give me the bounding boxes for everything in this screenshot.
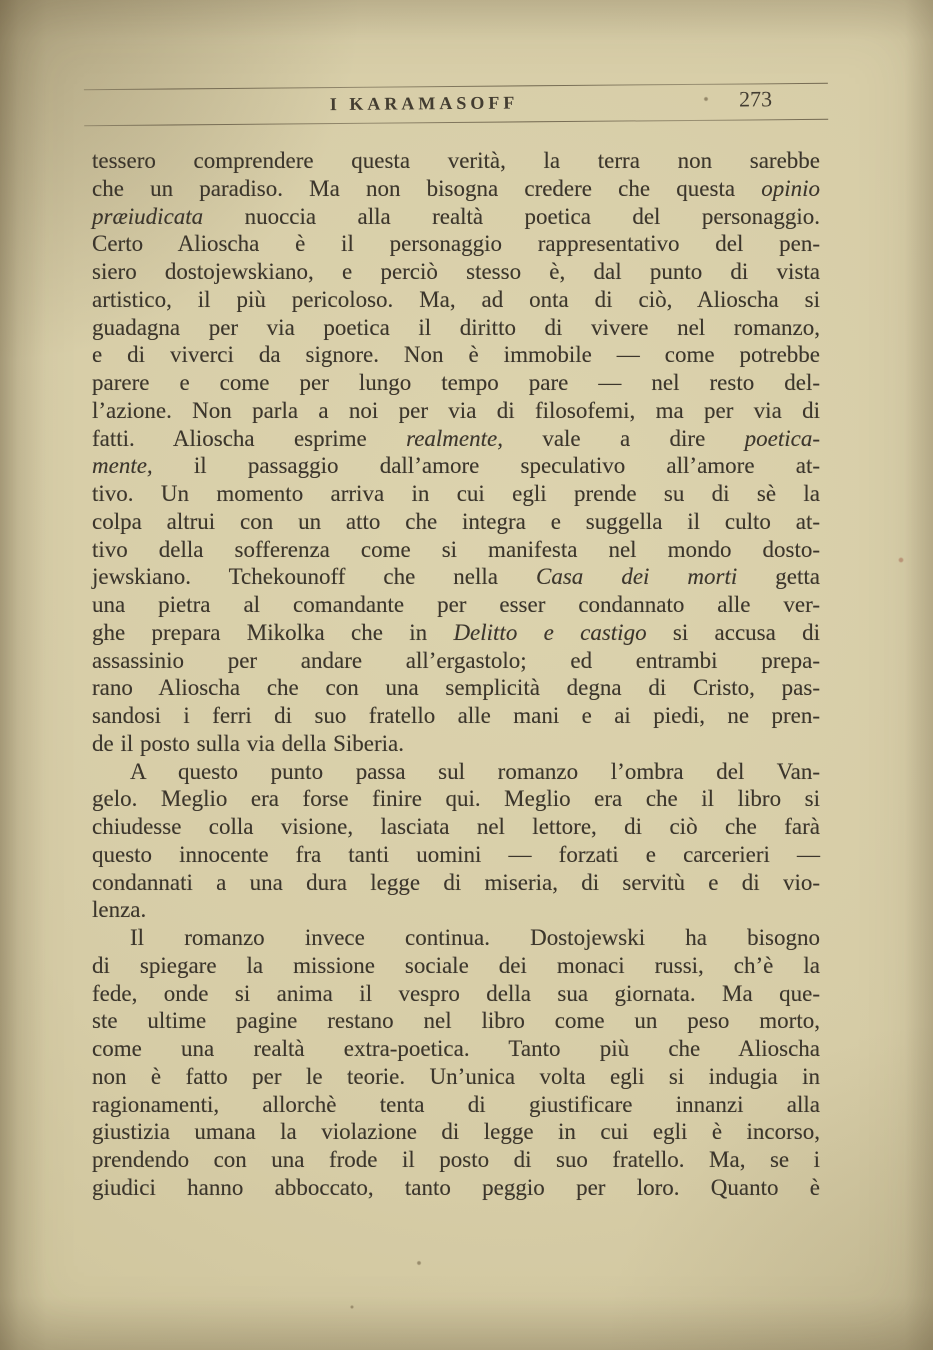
text-segment: fede, onde si anima il vespro della sua giornata. Ma que- [92,980,820,1006]
page-number: 273 [738,86,773,112]
text-segment: siero dostojewskiano, e perciò stesso è, dal punto di vista [92,259,820,284]
italic-text-segment: Delitto e castigo [453,619,647,645]
text-line [92,258,820,286]
text-line [92,869,820,897]
text-segment: colpa altrui con un atto che integra e suggella il culto at- [92,508,820,534]
text-line [92,730,820,758]
text-segment: sandosi i ferri di suo fratello alle mani e ai piedi, ne pren- [92,703,820,728]
text-line [92,813,820,841]
text-line [92,785,820,813]
text-line [92,397,820,425]
text-segment: assassinio per andare all’ergastolo; ed entrambi prepa- [92,647,820,673]
text-line [92,452,820,480]
text-segment: getta [737,564,820,590]
italic-text-segment: præiudicata [92,203,204,229]
text-line [92,314,820,342]
text-line [92,480,820,508]
text-segment: il passaggio dall’amore speculativo all’amore at- [152,453,820,479]
text-segment: come una realtà extra-poetica. Tanto più che Alioscha [92,1036,820,1061]
text-segment: Certo Alioscha è il personaggio rappresentativo del pen- [92,231,820,257]
text-line [92,175,820,203]
text-segment: giudici hanno abboccato, tanto peggio per loro. Quanto è [92,1174,820,1200]
header-rule-bottom [84,119,828,126]
text-segment: gelo. Meglio era forse finire qui. Meglio era che il libro si [92,786,820,812]
text-line [92,425,820,453]
text-segment: ghe prepara Mikolka che in [92,619,454,645]
text-line [92,702,820,730]
running-title: I KARAMASOFF [329,92,519,115]
text-line [92,924,820,952]
text-segment: artistico, il più pericoloso. Ma, ad onta di ciò, Alioscha si [92,286,820,312]
page-body [92,147,820,1202]
text-line [92,1007,820,1035]
text-segment: condannati a una dura legge di miseria, di servitù e di vio- [92,869,820,895]
text-line [92,1174,820,1202]
text-line [92,896,820,924]
text-segment: si accusa di [646,619,821,645]
text-line [92,619,820,647]
text-line [92,1146,820,1174]
text-line [92,230,820,258]
text-segment: ragionamenti, allorchè tenta di giustificare innanzi alla [92,1091,820,1117]
text-line [92,203,820,231]
text-line [92,1063,820,1091]
italic-text-segment: poetica- [744,425,820,451]
italic-text-segment: realmente, [406,425,503,451]
text-line [92,508,820,536]
text-segment: prendendo con una frode il posto di suo fratello. Ma, se i [92,1147,820,1172]
text-line [92,286,820,314]
text-segment: tessero comprendere questa verità, la terra non sarebbe [92,148,820,173]
text-segment: giustizia umana la violazione di legge in cui egli è incorso, [92,1119,820,1145]
text-line [92,980,820,1008]
italic-text-segment: opinio [761,175,820,201]
text-segment: l’azione. Non parla a noi per via di filosofemi, ma per via di [92,397,820,423]
text-segment: non è fatto per le teorie. Un’unica volta egli si indugia in [92,1063,820,1089]
text-segment: una pietra al comandante per esser condannato alle ver- [92,592,820,617]
text-segment: lenza. [92,897,147,923]
text-line [92,952,820,980]
text-segment: tivo della sofferenza come si manifesta nel mondo dosto- [92,536,820,562]
text-line [92,758,820,786]
text-segment: ste ultime pagine restano nel libro come un peso morto, [92,1008,820,1034]
text-line [92,647,820,675]
text-segment: chiudesse colla visione, lasciata nel lettore, di ciò che farà [92,814,820,839]
text-segment: e di viverci da signore. Non è immobile — come potrebbe [92,342,820,368]
text-segment: di spiegare la missione sociale dei monaci russi, ch’è la [92,952,820,978]
text-segment: rano Alioscha che con una semplicità degna di Cristo, pas- [92,675,820,701]
text-segment: de il posto sulla via della Siberia. [92,730,404,756]
text-segment: vale a dire [502,425,745,451]
text-line [92,1118,820,1146]
text-segment: Il romanzo invece continua. Dostojewski ha bisogno [130,925,820,950]
text-segment: che un paradiso. Ma non bisogna credere che questa [92,175,762,201]
text-segment: A questo punto passa sul romanzo l’ombra del Van- [130,758,820,784]
text-line [92,674,820,702]
text-line [92,591,820,619]
text-segment: questo innocente fra tanti uomini — forzati e carcerieri — [92,841,820,867]
text-line [92,1035,820,1063]
text-line [92,563,820,591]
text-line [92,147,820,175]
text-line [92,369,820,397]
text-line [92,536,820,564]
text-line [92,841,820,869]
text-segment: nuoccia alla realtà poetica del personaggio. [203,203,820,229]
header-rule-top [84,83,828,90]
text-segment: fatti. Alioscha esprime [92,425,407,451]
text-line [92,1091,820,1119]
italic-text-segment: Casa dei morti [536,564,738,590]
text-segment: parere e come per lungo tempo pare — nel resto del- [92,370,820,395]
text-segment: guadagna per via poetica il diritto di vivere nel romanzo, [92,314,820,340]
text-line [92,341,820,369]
text-segment: tivo. Un momento arriva in cui egli prende su di sè la [92,481,820,506]
italic-text-segment: mente, [92,453,153,479]
text-segment: jewskiano. Tchekounoff che nella [92,564,537,590]
page-header [83,0,828,143]
